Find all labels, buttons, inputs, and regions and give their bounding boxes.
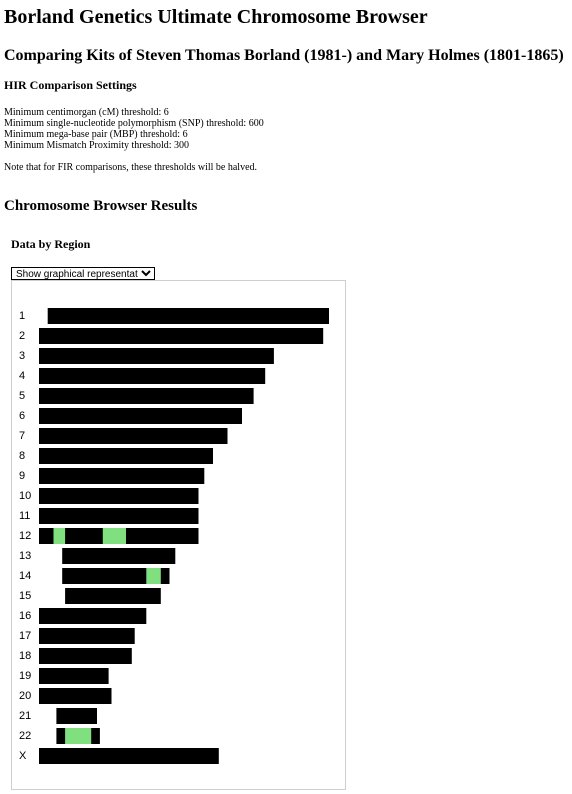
chromosome-row (12, 748, 345, 766)
chromosome-label: X (19, 750, 27, 762)
chromosome-label: 12 (19, 530, 32, 542)
chromosome-label: 1 (19, 310, 26, 322)
page-title: Borland Genetics Ultimate Chromosome Browser (4, 6, 428, 28)
chromosome-track (12, 648, 345, 666)
chromosome-row (12, 568, 345, 586)
chromosome-row (12, 428, 345, 446)
chromosome-bar[interactable] (39, 348, 274, 364)
chromosome-row (12, 728, 345, 746)
view-mode-select[interactable] (11, 267, 155, 280)
chromosome-row (12, 388, 345, 406)
chromosome-track (12, 468, 345, 486)
chromosome-row (12, 408, 345, 426)
chromosome-bar[interactable] (39, 508, 199, 524)
chromosome-track (12, 348, 345, 366)
chromosome-track (12, 588, 345, 606)
chromosome-label: 20 (19, 690, 32, 702)
chromosome-row (12, 508, 345, 526)
chromosome-bar[interactable] (65, 588, 161, 604)
chromosome-bar[interactable] (39, 688, 112, 704)
chromosome-track (12, 368, 345, 386)
chromosome-track (12, 528, 345, 546)
chromosome-label: 15 (19, 590, 32, 602)
chromosome-track (12, 608, 345, 626)
match-segment[interactable] (146, 568, 161, 584)
chromosome-label: 5 (19, 390, 26, 402)
chromosome-row (12, 448, 345, 466)
chromosome-bar[interactable] (39, 388, 254, 404)
match-segment[interactable] (65, 728, 91, 744)
chromosome-row (12, 468, 345, 486)
match-segment[interactable] (103, 528, 126, 544)
chromosome-row (12, 668, 345, 686)
chromosome-track (12, 748, 345, 766)
chromosome-label: 10 (19, 490, 32, 502)
chromosome-row (12, 688, 345, 706)
chromosome-row (12, 308, 345, 326)
settings-heading: HIR Comparison Settings (4, 78, 137, 92)
region-heading: Data by Region (11, 237, 91, 251)
chromosome-bar[interactable] (39, 468, 204, 484)
fir-note: Note that for FIR comparisons, these thresholds will be halved. (4, 162, 258, 173)
chromosome-bar[interactable] (56, 708, 97, 724)
chromosome-row (12, 628, 345, 646)
chromosome-label: 16 (19, 610, 32, 622)
threshold-list (4, 107, 568, 151)
chromosome-label: 6 (19, 410, 26, 422)
chromosome-label: 13 (19, 550, 32, 562)
chromosome-bar[interactable] (39, 408, 242, 424)
chromosome-graphic (11, 280, 346, 790)
chromosome-label: 8 (19, 450, 26, 462)
chromosome-track (12, 688, 345, 706)
chromosome-track (12, 408, 345, 426)
chromosome-label: 4 (19, 370, 26, 382)
chromosome-bar[interactable] (39, 328, 323, 344)
chromosome-row (12, 528, 345, 546)
chromosome-row (12, 328, 345, 346)
chromosome-track (12, 548, 345, 566)
chromosome-bar[interactable] (39, 748, 219, 764)
chromosome-label: 2 (19, 330, 26, 342)
chromosome-track (12, 568, 345, 586)
comparison-subtitle: Comparing Kits of Steven Thomas Borland (1981-) and Mary Holmes (1801-1865) (4, 47, 564, 64)
page (4, 0, 568, 282)
chromosome-row (12, 608, 345, 626)
threshold-snp: Minimum single-nucleotide polymorphism (SNP) threshold: 600 (4, 118, 264, 129)
chromosome-row (12, 648, 345, 666)
chromosome-track (12, 328, 345, 346)
chromosome-row (12, 708, 345, 726)
chromosome-track (12, 388, 345, 406)
chromosome-track (12, 488, 345, 506)
chromosome-track (12, 628, 345, 646)
chromosome-track (12, 508, 345, 526)
chromosome-bar[interactable] (39, 608, 146, 624)
chromosome-label: 21 (19, 710, 32, 722)
results-heading: Chromosome Browser Results (4, 198, 198, 214)
chromosome-label: 14 (19, 570, 32, 582)
chromosome-label: 7 (19, 430, 26, 442)
chromosome-row (12, 548, 345, 566)
chromosome-bar[interactable] (39, 488, 199, 504)
threshold-cm: Minimum centimorgan (cM) threshold: 6 (4, 107, 169, 118)
threshold-mbp: Minimum mega-base pair (MBP) threshold: 6 (4, 129, 188, 140)
chromosome-bar[interactable] (62, 548, 175, 564)
chromosome-row (12, 368, 345, 386)
chromosome-row (12, 348, 345, 366)
chromosome-bar[interactable] (39, 648, 132, 664)
chromosome-bar[interactable] (39, 628, 135, 644)
threshold-mismatch: Minimum Mismatch Proximity threshold: 300 (4, 140, 189, 151)
chromosome-label: 22 (19, 730, 32, 742)
chromosome-track (12, 428, 345, 446)
chromosome-bar[interactable] (39, 368, 265, 384)
chromosome-label: 19 (19, 670, 32, 682)
chromosome-label: 3 (19, 350, 26, 362)
chromosome-bar[interactable] (39, 428, 228, 444)
chromosome-label: 18 (19, 650, 32, 662)
chromosome-bar[interactable] (39, 668, 109, 684)
chromosome-track (12, 708, 345, 726)
chromosome-track (12, 728, 345, 746)
chromosome-track (12, 668, 345, 686)
chromosome-label: 17 (19, 630, 32, 642)
chromosome-label: 9 (19, 470, 26, 482)
chromosome-bar[interactable] (48, 308, 329, 324)
chromosome-track (12, 448, 345, 466)
chromosome-row (12, 488, 345, 506)
chromosome-row (12, 588, 345, 606)
chromosome-track (12, 308, 345, 326)
match-segment[interactable] (54, 528, 66, 544)
chromosome-label: 11 (19, 510, 31, 522)
chromosome-bar[interactable] (39, 448, 213, 464)
